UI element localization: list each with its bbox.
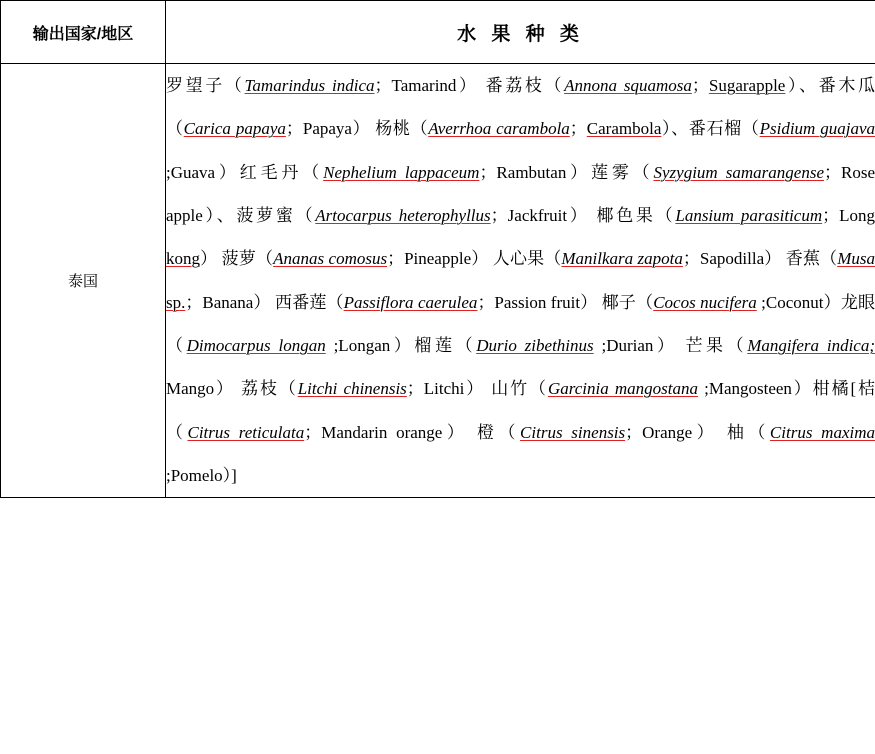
cell-fruit-list bbox=[166, 64, 875, 498]
fruit-list-text: 罗望子（Tamarindus indica；Tamarind） 番荔枝（Annona squamosa；Sugarapple）、番木瓜（Carica papaya；Papaya） 杨桃（Averrhoa carambola；Carambola）、番石榴（Psidium guajava ;Guava）红毛丹（Nephelium lappaceum；Rambutan）莲雾（Syzygium samarangense；Rose apple）、菠萝蜜（Artocarpus heterophyllus；Jackfruit） 椰色果（Lansium parasiticum；Long kong） 菠萝（Ananas comosus；Pineapple） 人心果（Manilkara zapota；Sapodilla） 香蕉（Musa sp.；Banana） 西番莲（Passiflora caerulea；Passion fruit） 椰子（Cocos nucifera ;Coconut）龙眼（Dimocarpus longan ;Longan）榴莲（Durio zibethinus ;Durian） 芒果（Mangifera indica; Mango） 荔枝（Litchi chinensis；Litchi） 山竹（Garcinia mangostana ;Mangosteen）柑橘[桔（Citrus reticulata；Mandarin orange） 橙（Citrus sinensis；Orange） 柚（Citrus maxima ;Pomelo）] bbox=[166, 76, 875, 486]
cell-country: 泰国 bbox=[1, 64, 166, 498]
column-header-country: 输出国家/地区 bbox=[1, 1, 166, 64]
table-header-row bbox=[1, 1, 875, 64]
column-header-fruit: 水 果 种 类 bbox=[166, 1, 875, 64]
table-row bbox=[1, 64, 875, 498]
